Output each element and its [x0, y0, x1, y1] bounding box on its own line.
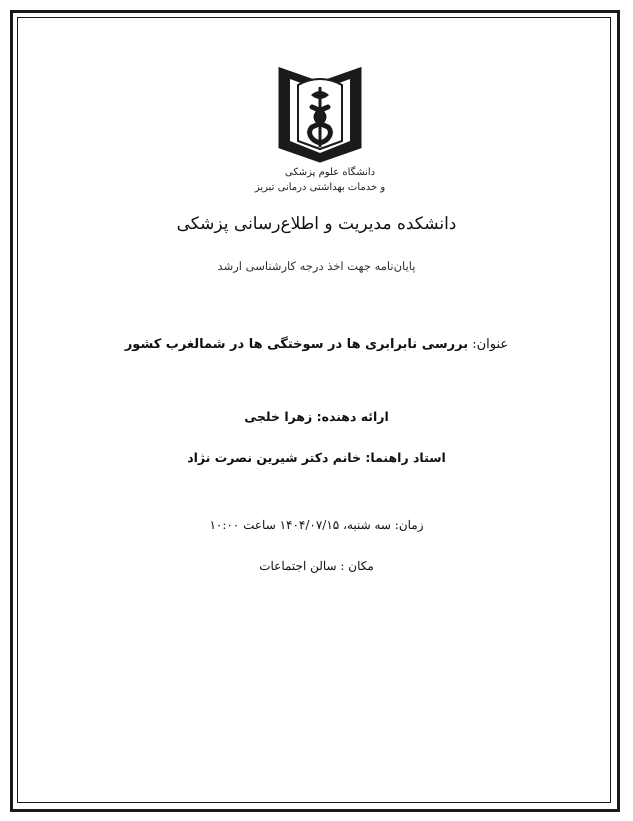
svg-text:و خدمات بهداشتی درمانی تبریز: و خدمات بهداشتی درمانی تبریز [254, 182, 386, 193]
university-logo-icon [254, 63, 386, 199]
presenter-line: ارائه دهنده: زهرا خلجی [244, 409, 389, 424]
degree-line: پایان‌نامه جهت اخذ درجه کارشناسی ارشد [217, 259, 416, 273]
advisor-line: استاد راهنما: خانم دکتر شیرین نصرت نژاد [187, 450, 446, 465]
thesis-title-label: عنوان: [472, 337, 509, 352]
svg-text:دانشگاه علوم پزشکی: دانشگاه علوم پزشکی [284, 167, 376, 178]
thesis-title-line [40, 337, 593, 352]
logo-caption [254, 166, 386, 193]
faculty-name: دانشکده مدیریت و اطلاع‌رسانی پزشکی [176, 214, 457, 234]
thesis-title: بررسی نابرابری ها در سوختگی ها در شمالغرب کشور [124, 337, 469, 352]
location-line: مکان : سالن اجتماعات [259, 559, 374, 573]
schedule-line: زمان: سه شنبه، ۱۴۰۴/۰۷/۱۵ ساعت ۱۰:۰۰ [209, 518, 424, 532]
